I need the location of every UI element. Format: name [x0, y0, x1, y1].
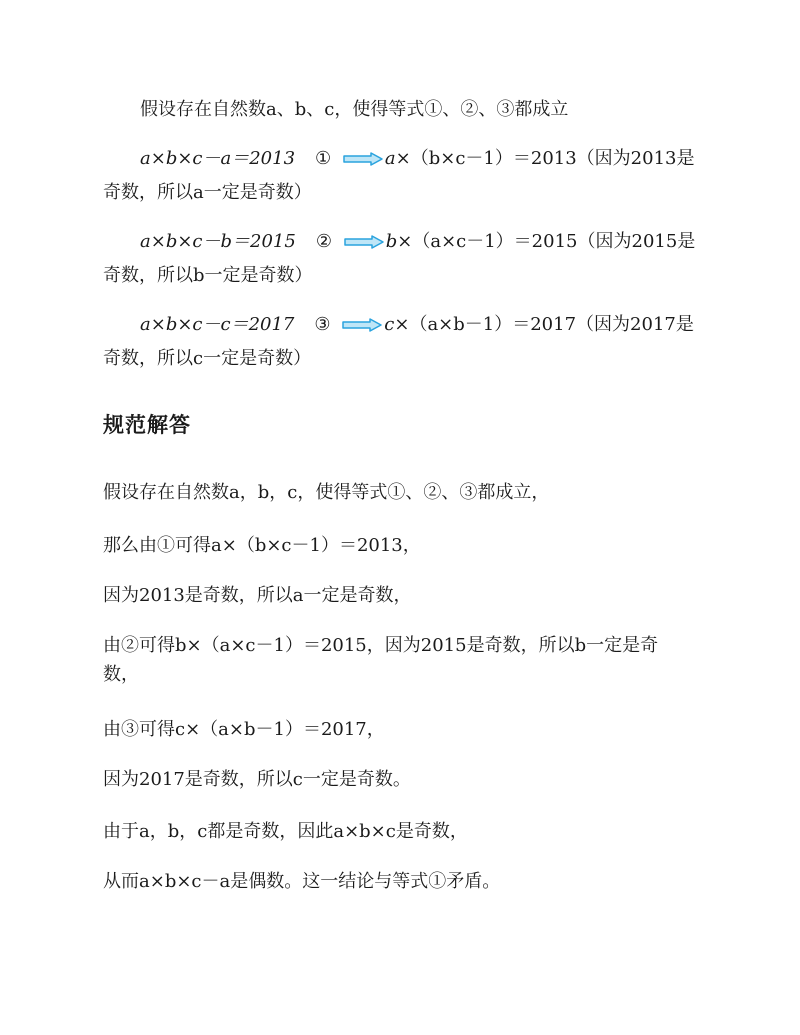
equation-1-continuation [103, 180, 703, 206]
equation-3 [140, 312, 740, 338]
solution-line: 由于a，b，c都是奇数，因此a×b×c是奇数， [103, 821, 468, 842]
solution-line: 假设存在自然数a，b，c，使得等式①、②、③都成立， [103, 482, 550, 503]
equation-1-rhs-var: a [384, 148, 396, 169]
solution-line: 因为2017是奇数，所以c一定是奇数。 [103, 769, 411, 790]
solution-line: 因为2013是奇数，所以a一定是奇数， [103, 585, 412, 606]
equation-3-rhs: ×（a×b－1）＝2017（因为2017是 [394, 314, 694, 335]
implies-arrow-icon [343, 152, 383, 166]
equation-3-continuation [103, 346, 703, 372]
equation-1-rhs: ×（b×c－1）＝2013（因为2013是 [395, 148, 695, 169]
equation-3-marker: ③ [314, 314, 331, 335]
equation-1-lhs: a×b×c－a＝2013 [140, 148, 296, 169]
solution-line: 由③可得c×（a×b－1）＝2017， [103, 719, 385, 740]
intro-line [140, 97, 740, 123]
equation-2 [140, 229, 740, 255]
solution-line: 那么由①可得a×（b×c－1）＝2013， [103, 535, 421, 556]
equation-2-marker: ② [315, 231, 332, 252]
section-heading: 规范解答 [103, 413, 191, 437]
equation-1 [140, 146, 740, 172]
intro-text: 假设存在自然数a、b、c，使得等式①、②、③都成立 [140, 99, 569, 120]
equation-2-lhs: a×b×c－b＝2015 [140, 231, 296, 252]
implies-arrow-icon [344, 235, 384, 249]
solution-line: 由②可得b×（a×c－1）＝2015，因为2015是奇数，所以b一定是奇 [103, 635, 659, 656]
implies-arrow-icon [342, 318, 382, 332]
equation-2-cont-text: 奇数，所以b一定是奇数） [103, 265, 313, 286]
equation-1-marker: ① [315, 148, 332, 169]
equation-2-rhs: ×（a×c－1）＝2015（因为2015是 [397, 231, 696, 252]
equation-1-cont-text: 奇数，所以a一定是奇数） [103, 182, 312, 203]
equation-2-rhs-var: b [385, 231, 398, 252]
solution-line: 从而a×b×c－a是偶数。这一结论与等式①矛盾。 [103, 871, 501, 892]
solution-line: 数， [103, 664, 139, 685]
equation-2-continuation [103, 263, 703, 289]
equation-3-lhs: a×b×c－c＝2017 [140, 314, 295, 335]
equation-3-cont-text: 奇数，所以c一定是奇数） [103, 348, 312, 369]
equation-3-rhs-var: c [384, 314, 395, 335]
